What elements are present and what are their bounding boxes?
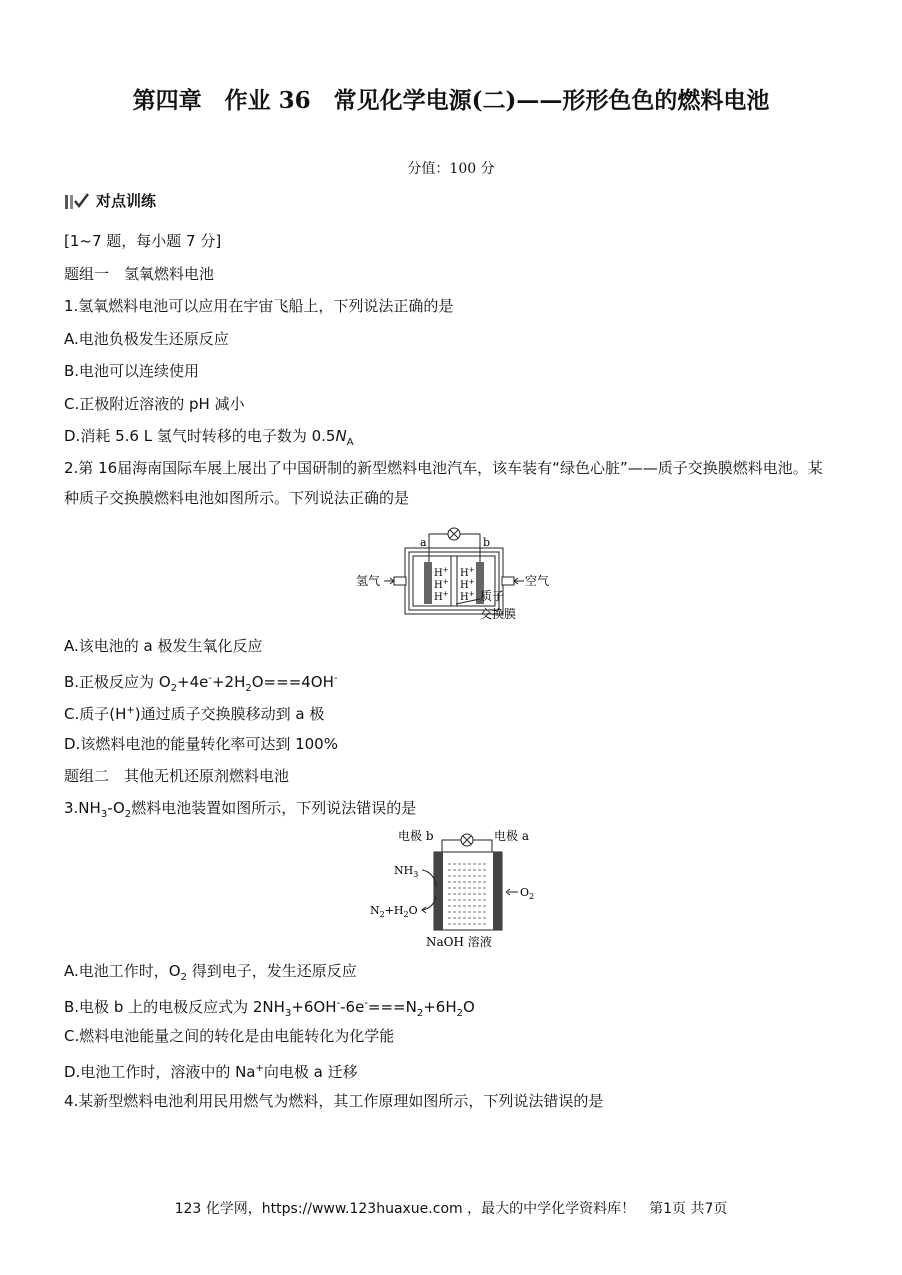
q3-option-d: D.电池工作时，溶液中的 Na+向电极 a 迁移 <box>64 1063 358 1081</box>
section-header <box>64 190 156 211</box>
hplus-1: H+ <box>434 566 449 579</box>
q2-option-d: D.该燃料电池的能量转化率可达到 100% <box>64 735 338 753</box>
nh3-o2-fuel-cell-diagram <box>362 826 542 952</box>
label-electrode-b: 电极 b <box>398 829 434 843</box>
label-a: a <box>420 536 427 549</box>
q2-option-a: A.该电池的 a 极发生氧化反应 <box>64 637 263 655</box>
page-title: 第四章 作业 36 常见化学电源(二)——形形色色的燃料电池 <box>132 87 770 114</box>
pem-fuel-cell-diagram <box>350 524 550 626</box>
label-membrane-2: 交换膜 <box>480 607 517 621</box>
q3-option-c: C.燃料电池能量之间的转化是由电能转化为化学能 <box>64 1027 395 1045</box>
q2-option-b: B.正极反应为 $O_2+4e^-+2H_2O===4OH^-$ <box>64 673 338 694</box>
label-nh3: $NH_3$ <box>394 864 419 879</box>
group-2-title: 题组二 其他无机还原剂燃料电池 <box>64 767 290 785</box>
label-n2-h2o: $N_2+H_2O$ <box>370 904 418 919</box>
hplus-4: H+ <box>460 566 475 579</box>
electrode-a-bar <box>493 852 502 930</box>
hplus-3: H+ <box>434 590 449 603</box>
electrode-a <box>424 562 432 604</box>
label-hydrogen: 氢气 <box>356 574 381 588</box>
q3-option-b: B.电极 b 上的电极反应式为 $2NH_3+6OH^--6e^-===N_2+6H_2O$ <box>64 998 475 1019</box>
page-footer: 123 化学网，https://www.123huaxue.com ，最大的中学化学资料库！ 第1页 共7页 <box>174 1201 728 1217</box>
instructions: [1~7 题，每小题 7 分] <box>64 232 222 250</box>
hplus-5: H+ <box>460 578 475 591</box>
label-air: 空气 <box>525 574 550 588</box>
label-naoh-solution: NaOH 溶液 <box>426 935 492 949</box>
q1-option-c: C.正极附近溶液的 pH 减小 <box>64 395 245 413</box>
hplus-6: H+ <box>460 590 475 603</box>
q4-stem: 4.某新型燃料电池利用民用燃气为燃料，其工作原理如图所示，下列说法错误的是 <box>64 1092 604 1110</box>
label-membrane-1: 质子 <box>480 589 505 603</box>
label-electrode-a: 电极 a <box>494 829 529 843</box>
electrode-b-bar <box>434 852 443 930</box>
score-value: 分值：100 分 <box>407 161 495 177</box>
q2-option-c: C.质子(H+)通过质子交换膜移动到 a 极 <box>64 705 325 723</box>
section-label: 对点训练 <box>96 192 157 210</box>
label-o2: $O_2$ <box>520 886 535 901</box>
pencil-check-icon <box>64 191 90 211</box>
hplus-2: H+ <box>434 578 449 591</box>
membrane <box>451 556 457 606</box>
q3-stem: $3.NH_3-O_2$燃料电池装置如图所示，下列说法错误的是 <box>64 799 417 820</box>
q1-option-b: B.电池可以连续使用 <box>64 362 200 380</box>
q1-option-a: A.电池负极发生还原反应 <box>64 330 229 348</box>
q1-stem: 1.氢氧燃料电池可以应用在宇宙飞船上，下列说法正确的是 <box>64 297 454 315</box>
q1-option-d: D.消耗 5.6 L 氢气时转移的电子数为 $0.5N_A$ <box>64 427 354 448</box>
group-1-title: 题组一 氢氧燃料电池 <box>64 265 215 283</box>
q2-stem: 2.第 16届海南国际车展上展出了中国研制的新型燃料电池汽车，该车装有“绿色心脏”——质子交换膜燃料电池。某种质子交换膜燃料电池如图所示。下列说法正确的是 <box>64 459 823 507</box>
label-b: b <box>483 536 491 549</box>
q3-option-a: A.电池工作时，$O_2$ 得到电子，发生还原反应 <box>64 962 357 983</box>
